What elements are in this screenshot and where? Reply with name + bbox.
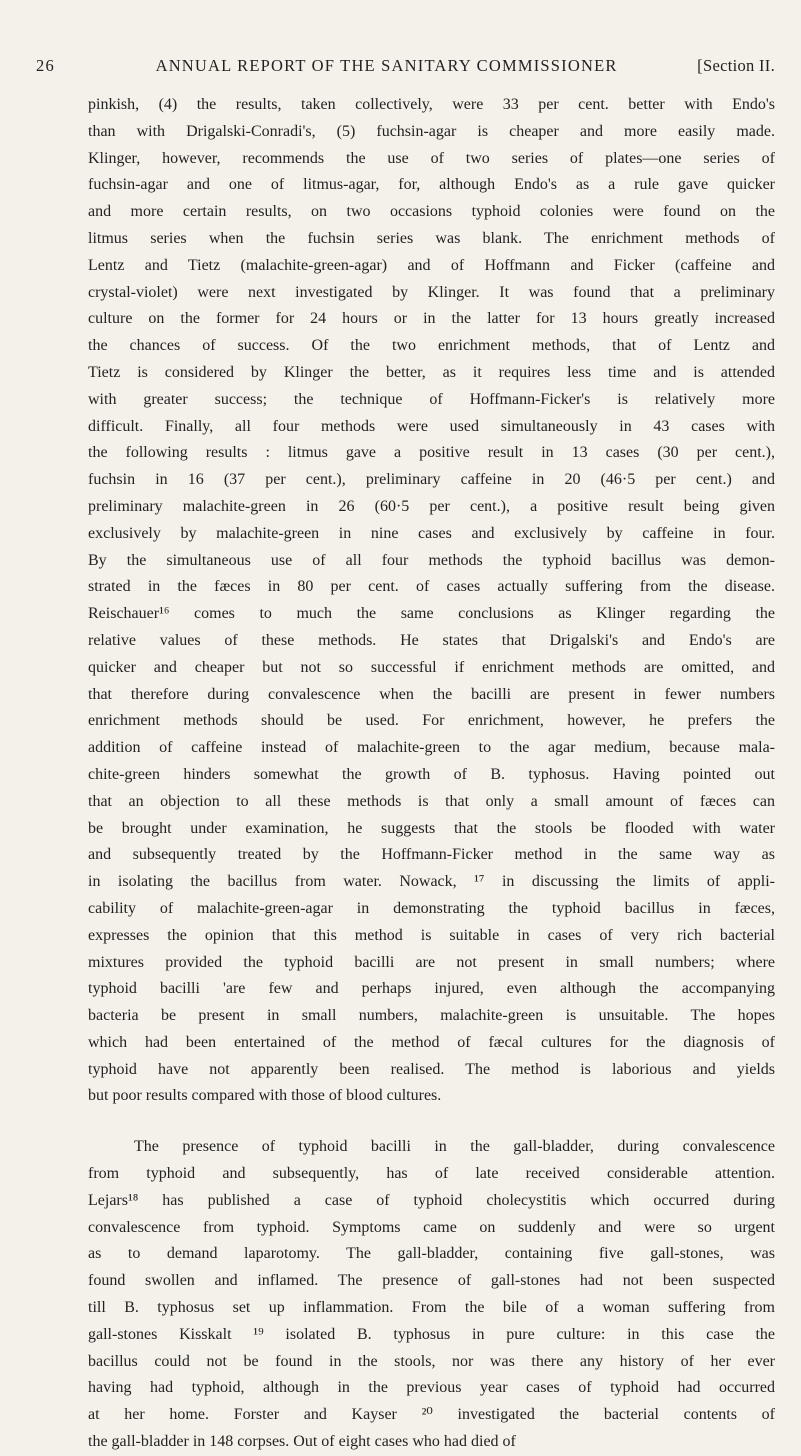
text-line: till B. typhosus set up inflammation. From the bile of a woman suffering from bbox=[88, 1299, 775, 1317]
text-line: be brought under examination, he suggests that the stools be flooded with water bbox=[88, 819, 775, 837]
text-line: Klinger, however, recommends the use of two series of plates—one series of bbox=[88, 149, 775, 167]
text-line: which had been entertained of the method of fæcal cultures for the diagnosis of bbox=[88, 1033, 775, 1051]
text-line: Lentz and Tietz (malachite-green-agar) and of Hoffmann and Ficker (caffeine and bbox=[88, 256, 775, 274]
text-line: as to demand laparotomy. The gall-bladder, containing five gall-stones, was bbox=[88, 1245, 775, 1263]
text-line: chite-green hinders somewhat the growth of B. typhosus. Having pointed out bbox=[88, 765, 775, 783]
text-line: cability of malachite-green-agar in demonstrating the typhoid bacillus in fæces, bbox=[88, 899, 775, 917]
text-line: from typhoid and subsequently, has of late received considerable attention. bbox=[88, 1165, 775, 1183]
text-line: relative values of these methods. He states that Drigalski's and Endo's are bbox=[88, 631, 775, 649]
text-line: and more certain results, on two occasions typhoid colonies were found on the bbox=[88, 203, 775, 221]
text-line: typhoid bacilli 'are few and perhaps injured, even although the accompanying bbox=[88, 980, 775, 998]
text-line: Reischauer¹⁶ comes to much the same conclusions as Klinger regarding the bbox=[88, 605, 775, 623]
text-line: the gall-bladder in 148 corpses. Out of eight cases who had died of bbox=[88, 1433, 516, 1451]
section-label: [Section II. bbox=[697, 56, 775, 75]
text-line: fuchsin-agar and one of litmus-agar, for, although Endo's as a rule gave quicker bbox=[88, 176, 775, 194]
text-line: enrichment methods should be used. For enrichment, however, he prefers the bbox=[88, 712, 775, 730]
text-line: at her home. Forster and Kayser ²⁰ investigated the bacterial contents of bbox=[88, 1406, 775, 1424]
text-line: exclusively by malachite-green in nine cases and exclusively by caffeine in four. bbox=[88, 524, 775, 542]
text-line: than with Drigalski-Conradi's, (5) fuchsin-agar is cheaper and more easily made. bbox=[88, 122, 775, 140]
text-line: convalescence from typhoid. Symptoms came on suddenly and were so urgent bbox=[88, 1218, 775, 1236]
text-line: crystal-violet) were next investigated by Klinger. It was found that a preliminary bbox=[88, 283, 775, 301]
text-line: addition of caffeine instead of malachite-green to the agar medium, because mala- bbox=[88, 739, 775, 757]
text-line: The presence of typhoid bacilli in the gall-bladder, during convalescence bbox=[134, 1138, 775, 1156]
text-line: that an objection to all these methods is that only a small amount of fæces can bbox=[88, 792, 775, 810]
text-line: bacillus could not be found in the stools, nor was there any history of her ever bbox=[88, 1352, 775, 1370]
text-line: with greater success; the technique of Hoffmann-Ficker's is relatively more bbox=[88, 390, 775, 408]
text-line: preliminary malachite-green in 26 (60·5 per cent.), a positive result being given bbox=[88, 497, 775, 515]
text-line: culture on the former for 24 hours or in the latter for 13 hours greatly increased bbox=[88, 310, 775, 328]
text-line: expresses the opinion that this method is suitable in cases of very rich bacterial bbox=[88, 926, 775, 944]
text-line: difficult. Finally, all four methods were used simultaneously in 43 cases with bbox=[88, 417, 775, 435]
text-line: the chances of success. Of the two enrichment methods, that of Lentz and bbox=[88, 337, 775, 355]
text-line: but poor results compared with those of blood cultures. bbox=[88, 1087, 442, 1105]
text-line: By the simultaneous use of all four methods the typhoid bacillus was demon- bbox=[88, 551, 775, 569]
text-line: in isolating the bacillus from water. Nowack, ¹⁷ in discussing the limits of appli- bbox=[88, 873, 775, 891]
text-line: gall-stones Kisskalt ¹⁹ isolated B. typhosus in pure culture: in this case the bbox=[88, 1325, 775, 1343]
text-line: having had typhoid, although in the previous year cases of typhoid had occurred bbox=[88, 1379, 775, 1397]
paragraph-1 bbox=[88, 92, 775, 1110]
text-line: and subsequently treated by the Hoffmann-Ficker method in the same way as bbox=[88, 846, 775, 864]
text-line: that therefore during convalescence when the bacilli are present in fewer numbers bbox=[88, 685, 775, 703]
text-line: pinkish, (4) the results, taken collectively, were 33 per cent. better with Endo's bbox=[88, 96, 775, 113]
header-title: ANNUAL REPORT OF THE SANITARY COMMISSIONER bbox=[155, 56, 618, 75]
text-line: quicker and cheaper but not so successful if enrichment methods are omitted, and bbox=[88, 658, 775, 676]
text-line: litmus series when the fuchsin series was blank. The enrichment methods of bbox=[88, 229, 775, 247]
text-line: typhoid have not apparently been realised. The method is laborious and yields bbox=[88, 1060, 775, 1078]
text-line: strated in the fæces in 80 per cent. of cases actually suffering from the disease. bbox=[88, 578, 775, 596]
paragraph-2 bbox=[88, 1134, 775, 1456]
running-header bbox=[36, 56, 775, 76]
text-line: mixtures provided the typhoid bacilli are not present in small numbers; where bbox=[88, 953, 775, 971]
text-line: found swollen and inflamed. The presence of gall-stones had not been suspected bbox=[88, 1272, 775, 1290]
text-line: bacteria be present in small numbers, malachite-green is unsuitable. The hopes bbox=[88, 1007, 775, 1025]
text-line: the following results : litmus gave a positive result in 13 cases (30 per cent.), bbox=[88, 444, 775, 462]
text-line: Tietz is considered by Klinger the better, as it requires less time and is attended bbox=[88, 363, 775, 381]
page-number: 26 bbox=[36, 56, 55, 75]
text-line: Lejars¹⁸ has published a case of typhoid cholecystitis which occurred during bbox=[88, 1191, 775, 1209]
text-line: fuchsin in 16 (37 per cent.), preliminary caffeine in 20 (46·5 per cent.) and bbox=[88, 471, 775, 489]
body-text bbox=[88, 92, 775, 1456]
